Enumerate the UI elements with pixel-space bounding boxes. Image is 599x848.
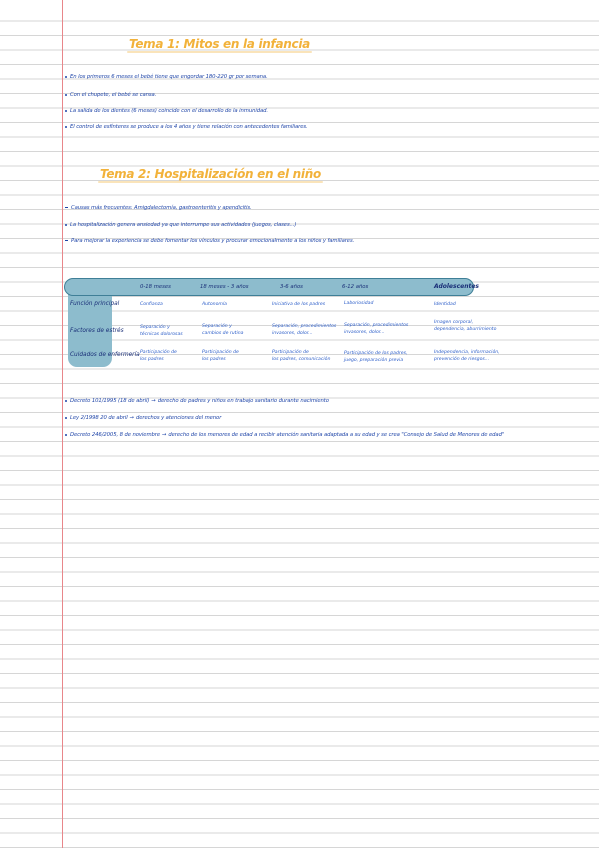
table-column-header: 6-12 años: [342, 284, 369, 290]
table-column-header: 3-6 años: [280, 284, 303, 290]
table-column-header: 0-18 meses: [140, 284, 171, 290]
table-cell: Iniciativa de los padres: [272, 302, 326, 307]
tema1-bullet: La salida de los dientes (6 meses) coincide con el desarrollo de la inmunidad.: [65, 108, 268, 114]
table-cell: Independencia, información, prevención de riesgos...: [434, 350, 500, 362]
page-margin-line: [62, 0, 63, 848]
table-cell: Separación, procedimientos invasores, dolor...: [272, 324, 337, 336]
tema1-title: Tema 1: Mitos en la infancia: [129, 37, 310, 51]
table-cell: Separación y cambios de rutina: [202, 324, 244, 336]
table-cell: Imagen corporal, dependencia, aburrimiento: [434, 320, 497, 332]
table-row-label: Factores de estrés: [70, 328, 124, 334]
tema2-bullet: Causas más frecuentes: Amigdalectomía, gastroenteritis y apendicitis.: [65, 205, 252, 211]
law-item: Ley 2/1998 20 de abril → derechos y atenciones del menor: [65, 415, 221, 421]
table-row-label: Cuidados de enfermería: [70, 352, 140, 358]
tema1-bullet: En los primeros 6 meses el bebé tiene que engordar 180-220 gr por semana.: [65, 74, 268, 80]
table-cell: Separación, procedimientos invasores, dolor...: [344, 323, 409, 335]
tema2-bullet: La hospitalización genera ansiedad ya que interrumpe sus actividades (juegos, clases...): [65, 222, 296, 228]
table-cell: Laboriosidad: [344, 301, 374, 306]
law-item: Decreto 101/1995 (18 de abril) → derecho de padres y niños en trabajo sanitario durante nacimiento: [65, 398, 329, 404]
tema1-bullet: Con el chupete, el bebé se cansa.: [65, 92, 156, 98]
table-cell: Participación de los padres: [140, 350, 177, 362]
table-cell: Participación de los padres, comunicación: [272, 350, 331, 362]
table-row-label: Función principal: [70, 301, 120, 307]
table-cell: Confianza: [140, 302, 163, 307]
tema2-bullet: Para mejorar la experiencia se debe fomentar los vínculos y procurar emocionalmente a los niños y familiares.: [65, 238, 354, 244]
arrow-right-icon: →: [151, 398, 156, 404]
table-column-header: 18 meses - 3 años: [200, 284, 249, 290]
law-item: Decreto 246/2005, 8 de noviembre → derecho de los menores de edad a recibir atención sanitaria adaptada a su edad y se crea "Consejo de Salud de Menores de edad": [65, 432, 504, 438]
table-cell: Separación y técnicas dolorosas: [140, 325, 183, 337]
arrow-right-icon: →: [129, 415, 134, 421]
table-cell: Autonomía: [202, 302, 227, 307]
tema1-bullet: El control de esfínteres se produce a los 4 años y tiene relación con antecedentes familiares.: [65, 124, 308, 130]
arrow-right-icon: →: [162, 432, 167, 438]
table-cell: Participación de los padres, juego, preparación previa: [344, 351, 408, 363]
table-column-header: Adolescentes: [434, 283, 479, 290]
table-cell: Participación de los padres: [202, 350, 239, 362]
tema2-title: Tema 2: Hospitalización en el niño: [100, 167, 321, 181]
table-cell: Identidad: [434, 302, 456, 307]
table-header-band: [64, 278, 474, 296]
